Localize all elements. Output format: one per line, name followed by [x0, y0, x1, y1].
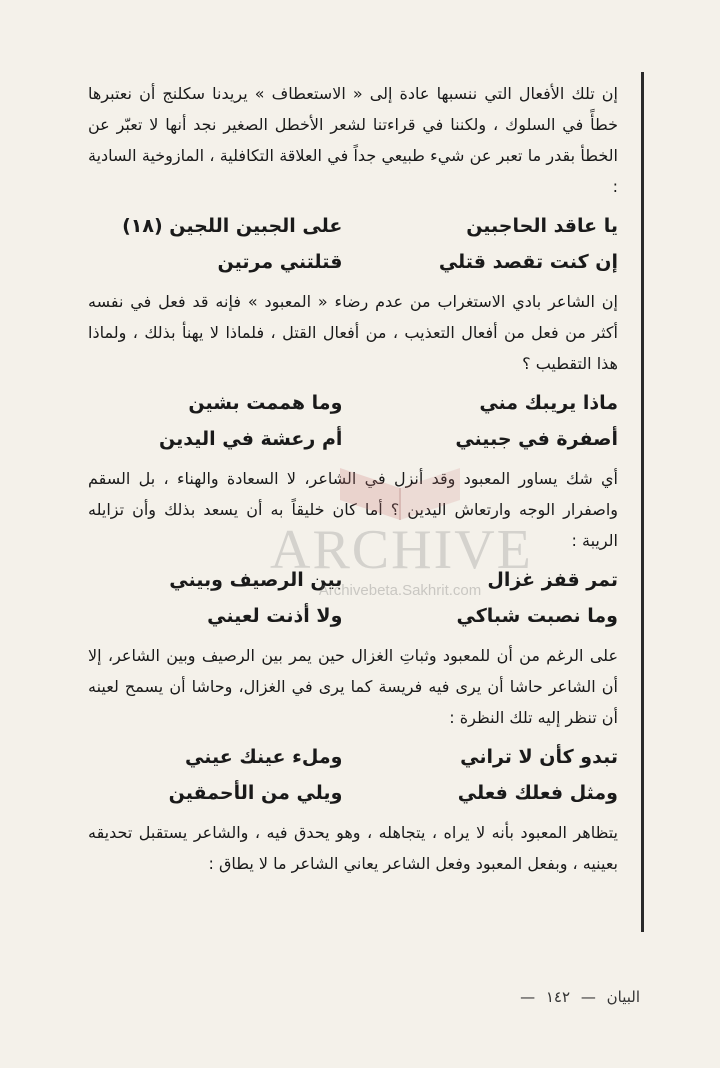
verse-second-half: وملء عينك عيني [185, 746, 343, 768]
verse-block-4 [88, 739, 618, 811]
paragraph-4: على الرغم من أن للمعبود وثباتِ الغزال حين يمر بين الرصيف وبين الشاعر، إلا أن الشاعر حاشا أن يرى فيه فريسة كما يرى في الغزال، وحاشا أن يسمح لعينه أن تنظر إليه تلك النظرة : [88, 646, 618, 727]
verse-first-half: يا عاقد الحاجبين [466, 215, 618, 237]
verse-second-half: ويلي من الأحمقين [168, 782, 343, 804]
verse-second-half: أم رعشة في اليدين [159, 428, 343, 450]
verse-second-half: قتلتني مرتين [217, 251, 343, 273]
verse-first-half: وما نصبت شباكي [456, 605, 618, 627]
paragraph-3: أي شك يساور المعبود وقد أنزل في الشاعر، لا السعادة والهناء ، بل السقم واصفرار الوجه وارتعاش اليدين ؟ أما كان خليقاً به أن يسعد بذلك وأن تزايله الريبة : [88, 469, 618, 550]
verse-second-half: وما هممت بشين [188, 392, 343, 414]
verse-second-half: بين الرصيف وبيني [169, 569, 343, 591]
verse-line [88, 244, 618, 280]
verse-line [88, 598, 618, 634]
verse-line [88, 385, 618, 421]
verse-first-half: تمر قفز غزال [487, 569, 618, 591]
journal-name: البيان [606, 988, 640, 1006]
watermark-url: Archivebeta.Sakhrit.com [318, 582, 482, 599]
page-number: ١٤٢ [545, 988, 571, 1006]
margin-rule [641, 72, 644, 932]
verse-line [88, 775, 618, 811]
paragraph-5: يتظاهر المعبود بأنه لا يراه ، يتجاهله ، وهو يحدق فيه ، والشاعر يستقبل تحديقه بعينيه ، وبفعل المعبود وفعل الشاعر يعاني الشاعر ما لا يطاق : [88, 823, 618, 873]
verse-line [88, 562, 618, 598]
article-body [88, 78, 618, 885]
verse-line [88, 208, 618, 244]
verse-block-3 [88, 562, 618, 634]
verse-first-half: تبدو كأن لا تراني [460, 746, 618, 768]
page-footer [480, 988, 640, 1006]
footer-dash: — [580, 988, 596, 1006]
paragraph-2: إن الشاعر بادي الاستغراب من عدم رضاء « المعبود » فإنه قد فعل في نفسه أكثر من فعل من أفعال التعذيب ، من أفعال القتل ، فلماذا لا يهنأ بذلك ، ولماذا هذا التقطيب ؟ [88, 292, 618, 373]
footer-dash-end: — [520, 988, 536, 1006]
verse-first-half: ماذا يريبك مني [479, 392, 618, 414]
verse-first-half: أصفرة في جبيني [455, 428, 618, 450]
verse-block-2 [88, 385, 618, 457]
verse-block-1 [88, 208, 618, 280]
verse-first-half: إن كنت تقصد قتلي [438, 251, 618, 273]
paragraph-1: إن تلك الأفعال التي ننسبها عادة إلى « الاستعطاف » يريدنا سكلنج أن نعتبرها خطأً في السلوك ، ولكننا في قراءتنا لشعر الأخطل الصغير نجد أنها لا تعبّر عن الخطأ بقدر ما تعبر عن شيء طبيعي جداً في العلاقة التكافلية ، المازوخية السادية : [88, 84, 618, 196]
verse-line [88, 421, 618, 457]
verse-first-half: ومثل فعلك فعلي [457, 782, 618, 804]
verse-line [88, 739, 618, 775]
verse-second-half: على الجبين اللجين (١٨) [122, 215, 343, 237]
watermark-word: ARCHIVE [270, 519, 533, 581]
verse-second-half: ولا أذنت لعيني [207, 605, 343, 627]
